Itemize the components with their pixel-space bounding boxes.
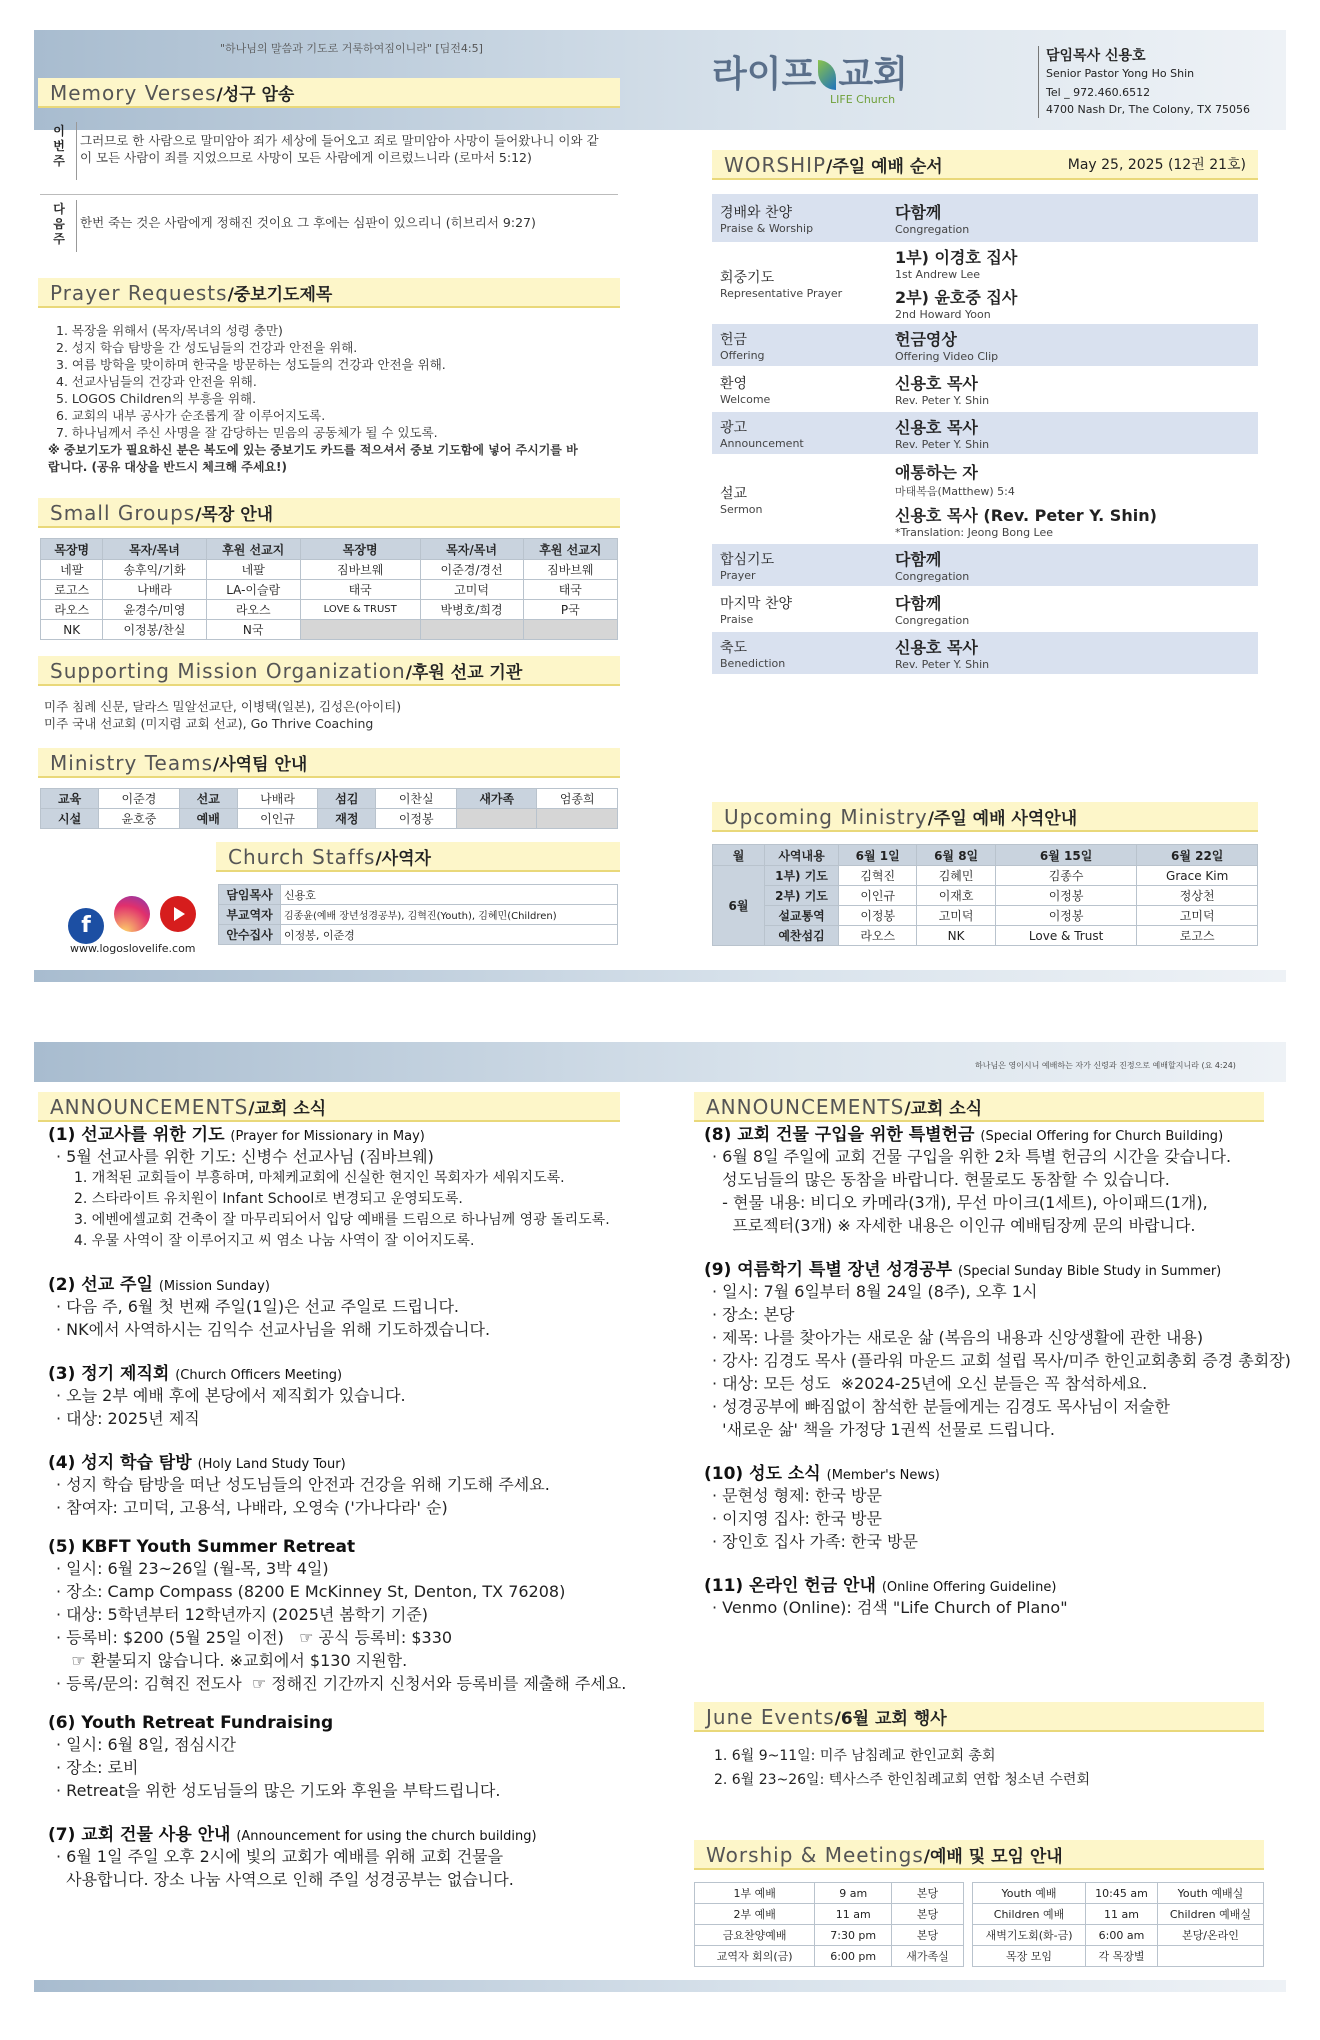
announcement-line: · 일시: 6월 8일, 점심시간 <box>56 1735 236 1754</box>
next-week-label: 다음주 <box>53 202 65 246</box>
mission-line-2: 미주 국내 선교회 (미지렴 교회 선교), Go Thrive Coaching <box>44 716 374 731</box>
announcement-line: · 6월 8일 주일에 교회 건물 구입을 위한 2차 특별 헌금의 시간을 갖습니다. <box>712 1147 1232 1166</box>
prayer-note: ※ 중보기도가 필요하신 분은 복도에 있는 중보기도 카드를 적으셔서 중보 기도함에 넣어 주시기를 바랍니다. (공유 대상을 반드시 체크해 주세요!) <box>48 443 578 474</box>
worship-item <box>720 202 895 235</box>
announcement-line: · 장소: 본당 <box>712 1305 795 1324</box>
pastor-en: Senior Pastor Yong Ho Shin <box>1046 67 1195 80</box>
announcement-title-ko: (9) 여름학기 특별 장년 성경공부 <box>704 1260 959 1280</box>
announcement-line: · 대상: 2025년 제직 <box>56 1409 200 1428</box>
prayer-item: 3. 여름 방학을 맞이하며 한국을 방문하는 성도들의 건강과 안전을 위해. <box>56 357 446 372</box>
table-cell: 목장 모임 <box>973 1946 1086 1967</box>
worship-leader-en: Offering Video Clip <box>895 350 999 363</box>
facebook-icon[interactable]: f <box>68 908 104 944</box>
worship-item-en: Welcome <box>720 392 771 406</box>
table-row <box>695 1925 964 1946</box>
table-row <box>973 1883 1264 1904</box>
table-cell: 본당/온라인 <box>1157 1925 1263 1946</box>
page1-bottom-band <box>34 970 1286 982</box>
table-cell: 6:00 am <box>1086 1925 1158 1946</box>
this-week-label: 이번주 <box>53 124 65 168</box>
worship-leader-en: 1st Andrew Lee <box>895 268 981 281</box>
announcement-title-en: (Online Offering Guideline) <box>881 1580 1057 1595</box>
worship-item-en: Representative Prayer <box>720 286 843 300</box>
worship-leader <box>895 547 969 583</box>
worship-leader-en: Congregation <box>895 570 970 583</box>
ann-left-header: ANNOUNCEMENTS/교회 소식 <box>38 1092 620 1122</box>
table-row: 담임목사 신용호 <box>219 885 618 905</box>
worship-item-ko: 헌금 <box>720 331 748 348</box>
table-cell <box>1157 1946 1263 1967</box>
announcement-line: · 대상: 5학년부터 12학년까지 (2025년 봄학기 기준) <box>56 1605 429 1624</box>
table-cell: 본당 <box>892 1904 964 1925</box>
leaf-icon <box>818 60 836 90</box>
table-cell: 10:45 am <box>1086 1883 1158 1904</box>
announcement-title-ko: (8) 교회 건물 구입을 위한 특별헌금 <box>704 1125 981 1145</box>
table-cell: Youth 예배실 <box>1157 1883 1263 1904</box>
worship-leader-en-2: 2nd Howard Yoon <box>895 308 991 321</box>
table-cell: Children 예배실 <box>1157 1904 1263 1925</box>
announcement-title-ko: (7) 교회 건물 사용 안내 <box>48 1825 237 1845</box>
worship-item-ko: 합심기도 <box>720 551 775 568</box>
instagram-icon[interactable] <box>114 896 150 932</box>
worship-row <box>712 324 1258 368</box>
table-row: 부교역자 김종윤(예배 장년성경공부), 김혁진(Youth), 김혜민(Children) <box>219 905 618 925</box>
table-row <box>973 1904 1264 1925</box>
announcement-line: · 장소: 로비 <box>56 1758 139 1777</box>
announcement-line: · 제목: 나를 찾아가는 새로운 삶 (복음의 내용과 신앙생활에 관한 내용) <box>712 1328 1204 1347</box>
announcement-title <box>48 1448 628 1473</box>
worship-leader-en: Congregation <box>895 614 970 627</box>
announcement-title-ko: (5) KBFT Youth Summer Retreat <box>48 1537 356 1557</box>
announcement-title <box>48 1120 628 1145</box>
worship-leader-en: Congregation <box>895 223 970 236</box>
header-verse: "하나님의 말씀과 기도로 거룩하여짐이니라" [딤전4:5] <box>220 42 483 55</box>
worship-leader-name-2: 2부) 윤호중 집사 <box>895 288 1018 307</box>
announcement-line: · 장소: Camp Compass (8200 E McKinney St, Denton, TX 76208) <box>56 1582 566 1601</box>
announcement-line: · 등록/문의: 김혁진 전도사 ☞ 정해진 기간까지 신청서와 등록비를 제출해 주세요. <box>56 1674 627 1693</box>
announcement-title-ko: (2) 선교 주일 <box>48 1275 159 1295</box>
groups-header: Small Groups/목장 안내 <box>38 498 620 528</box>
worship-item-en: Praise & Worship <box>720 221 814 235</box>
announcement-subline: 2. 스타라이트 유치원이 Infant School로 변경되고 운영되도록. <box>74 1191 463 1207</box>
announcement-line: - 현물 내용: 비디오 카메라(3개), 무선 마이크(1세트), 아이패드(1개), <box>712 1193 1208 1212</box>
logo-en: LIFE Church <box>830 93 896 106</box>
church-logo <box>712 46 908 106</box>
staff-table <box>218 884 618 945</box>
worship-item-ko: 환영 <box>720 375 748 392</box>
table-cell: 각 목장별 <box>1086 1946 1158 1967</box>
prayer-list <box>56 322 616 441</box>
worship-leader-en: Rev. Peter Y. Shin <box>895 658 990 671</box>
worship-item <box>720 417 895 450</box>
worship-order <box>712 194 1258 676</box>
youtube-icon[interactable] <box>160 896 196 932</box>
table-row: NK 이정봉/찬실 N국 <box>41 620 618 640</box>
table-cell: 본당 <box>892 1883 964 1904</box>
table-row <box>695 1904 964 1925</box>
worship-leader-en: 마태복음(Matthew) 5:4 <box>895 484 1015 498</box>
prayer-item: 5. LOGOS Children의 부흥을 위해. <box>56 391 257 406</box>
worship-item-en: Praise <box>720 612 754 626</box>
staff-header: Church Staffs/사역자 <box>216 842 620 872</box>
announcement-subline: 3. 에벤에셀교회 건축이 잘 마무리되어서 입당 예배를 드림으로 하나님께 영광 돌리도록. <box>74 1212 610 1228</box>
announcement-line: · 참여자: 고미덕, 고용석, 나배라, 오영숙 ('가나다라' 순) <box>56 1498 448 1517</box>
page2-bottom-band <box>34 1980 1286 1992</box>
announcement-title-ko: (6) Youth Retreat Fundraising <box>48 1713 334 1733</box>
worship-leader-name: 다함께 <box>895 203 942 222</box>
table-cell: 금요찬양예배 <box>695 1925 815 1946</box>
table-cell: 2부 예배 <box>695 1904 815 1925</box>
meetings-header: Worship & Meetings/예배 및 모임 안내 <box>694 1840 1264 1870</box>
table-row <box>695 1946 964 1967</box>
prayer-item: 1. 목장을 위해서 (목자/목녀의 성령 충만) <box>56 323 283 338</box>
announcements-right <box>704 1118 1291 1619</box>
worship-leader-name: 신용호 목사 <box>895 418 978 437</box>
worship-row <box>712 412 1258 456</box>
announcement-line: · 일시: 7월 6일부터 8월 24일 (8주), 오후 1시 <box>712 1282 1038 1301</box>
worship-row <box>712 456 1258 544</box>
upcoming-header: Upcoming Ministry/주일 예배 사역안내 <box>712 802 1258 832</box>
announcement-line: · 강사: 김경도 목사 (플라워 마운드 교회 설립 목사/미주 한인교회총회 증경 총회장) <box>712 1351 1291 1370</box>
worship-leader-name: 신용호 목사 <box>895 374 978 393</box>
announcement-title-ko: (1) 선교사를 위한 기도 <box>48 1125 231 1145</box>
announcement-title-en: (Member's News) <box>826 1468 940 1483</box>
pastor-ko: 담임목사 신용호 <box>1046 48 1146 64</box>
announcement-title-en: (Announcement for using the church building) <box>236 1829 537 1844</box>
worship-leader <box>895 327 998 363</box>
table-row: 안수집사 이정봉, 이준경 <box>219 925 618 945</box>
worship-item <box>720 483 895 516</box>
prayer-item: 2. 성지 학습 탐방을 간 성도님들의 건강과 안전을 위해. <box>56 340 358 355</box>
announcement-title <box>704 1459 1274 1484</box>
meetings-table-right <box>972 1882 1264 1967</box>
worship-item-ko: 회중기도 <box>720 269 775 286</box>
announcement-line: · 이지영 집사: 한국 방문 <box>712 1509 882 1528</box>
table-cell: 6:00 pm <box>815 1946 892 1967</box>
table-row <box>973 1946 1264 1967</box>
list-item: 2. 6월 23~26일: 텍사스주 한인침례교회 연합 청소년 수련회 <box>714 1772 1090 1788</box>
website-link[interactable]: www.logoslovelife.com <box>70 942 196 955</box>
this-week-verse: 그러므로 한 사람으로 말미암아 죄가 세상에 들어오고 죄로 말미암아 사망이 들어왔나니 이와 같이 모든 사람이 죄를 지었으므로 사망이 모든 사람에게 이르렀느니라 (로마서 5:12) <box>80 133 599 165</box>
worship-row <box>712 544 1258 588</box>
worship-row <box>712 368 1258 412</box>
table-row: 시설 윤호중 예배 이인규 재정 이정봉 <box>41 809 618 829</box>
worship-item <box>720 593 895 626</box>
announcement-title <box>48 1270 628 1295</box>
worship-leader-en: Rev. Peter Y. Shin <box>895 438 990 451</box>
worship-leader-name: 헌금영상 <box>895 330 957 349</box>
worship-row <box>712 194 1258 244</box>
announcement-line: 성도님들의 많은 동참을 바랍니다. 현물로도 동참할 수 있습니다. <box>712 1170 1170 1189</box>
announcement-title-en: (Special Offering for Church Building) <box>980 1129 1224 1144</box>
ministry-table <box>40 788 618 829</box>
worship-leader-en: Rev. Peter Y. Shin <box>895 394 990 407</box>
worship-item-en: Announcement <box>720 436 804 450</box>
table-cell: 9 am <box>815 1883 892 1904</box>
announcement-line: · 6월 1일 주일 오후 2시에 빛의 교회가 예배를 위해 교회 건물을 <box>56 1847 504 1866</box>
announcement-title <box>48 1713 628 1733</box>
announcement-line: 프로젝터(3개) ※ 자세한 내용은 이인규 예배팀장께 문의 바랍니다. <box>712 1216 1196 1235</box>
worship-item-ko: 축도 <box>720 639 748 656</box>
worship-item <box>720 637 895 670</box>
table-row: 6월 1부) 기도 김혁진 김혜민 김종수 Grace Kim <box>713 866 1258 886</box>
announcement-line: · 다음 주, 6월 첫 번째 주일(1일)은 선교 주일로 드립니다. <box>56 1297 459 1316</box>
worship-item-en: Benediction <box>720 656 786 670</box>
meetings-table-left <box>694 1882 964 1967</box>
memory-header: Memory Verses/성구 암송 <box>38 78 620 108</box>
worship-row <box>712 632 1258 676</box>
pastor-info <box>1046 48 1250 118</box>
page2-verse: 하나님은 영이시니 예배하는 자가 신령과 진정으로 예배할지니라 (요 4:24) <box>975 1061 1236 1070</box>
list-item: 1. 6월 9~11일: 미주 남침례교 한인교회 총회 <box>714 1748 996 1764</box>
announcement-line: · 등록비: $200 (5월 25일 이전) ☞ 공식 등록비: $330 <box>56 1628 453 1647</box>
table-cell: 새벽기도회(화-금) <box>973 1925 1086 1946</box>
worship-item <box>720 373 895 406</box>
pastor-tel: Tel _ 972.460.6512 <box>1046 86 1151 99</box>
table-row: 로고스 나배라 LA-이슬람 태국 고미덕 태국 <box>41 580 618 600</box>
ann-right-header: ANNOUNCEMENTS/교회 소식 <box>694 1092 1264 1122</box>
june-header: June Events/6월 교회 행사 <box>694 1702 1264 1732</box>
prayer-item: 7. 하나님께서 주신 사명을 잘 감당하는 믿음의 공동체가 될 수 있도록. <box>56 425 438 440</box>
announcement-title <box>48 1537 628 1557</box>
logo-text-1: 라이프 <box>712 54 817 95</box>
announcement-title-ko: (11) 온라인 헌금 안내 <box>704 1576 882 1596</box>
announcement-line: · NK에서 사역하시는 김익수 선교사님을 위해 기도하겠습니다. <box>56 1320 491 1339</box>
worship-item-ko: 광고 <box>720 419 748 436</box>
table-row: 네팔 송후익/기화 네팔 짐바브웨 이준경/경선 짐바브웨 <box>41 560 618 580</box>
table-cell: 7:30 pm <box>815 1925 892 1946</box>
table-cell: Children 예배 <box>973 1904 1086 1925</box>
announcement-line: · 장인호 집사 가족: 한국 방문 <box>712 1532 918 1551</box>
table-cell: 11 am <box>815 1904 892 1925</box>
announcement-line: ☞ 환불되지 않습니다. ※교회에서 $130 지원함. <box>56 1651 408 1670</box>
worship-item-en: Sermon <box>720 502 763 516</box>
announcements-left <box>48 1118 628 1891</box>
announcement-subline: 4. 우물 사역이 잘 이루어지고 씨 염소 나눔 사역이 잘 이어지도록. <box>74 1233 475 1249</box>
groups-table: 목장명 목자/목녀 후원 선교지 목장명 목자/목녀 후원 선교지 네팔 송후익/기화 네팔 짐바브웨 이준경/경선 짐바브웨 로고스 나배라 LA-이슬람 태국 고미덕 태국 라오스 윤경수/미영 라오스 LOVE & TRUST 박병호/희경 P국 NK 이정봉/찬실 N국 <box>40 538 618 640</box>
announcement-line: · 성지 학습 탐방을 떠난 성도님들의 안전과 건강을 위해 기도해 주세요. <box>56 1475 550 1494</box>
table-cell: 교역자 회의(금) <box>695 1946 815 1967</box>
table-cell: 11 am <box>1086 1904 1158 1925</box>
announcement-line: · 성경공부에 빠짐없이 참석한 분들에게는 김경도 목사님이 저술한 <box>712 1397 1171 1416</box>
table-row: 예찬섬김 라오스 NK Love & Trust 로고스 <box>713 926 1258 946</box>
church-address: 4700 Nash Dr, The Colony, TX 75056 <box>1046 103 1251 116</box>
announcement-title <box>704 1571 1274 1596</box>
announcement-title-en: (Holy Land Study Tour) <box>197 1457 346 1472</box>
worship-leader <box>895 460 1157 539</box>
table-row: 교육 이준경 선교 나배라 섬김 이찬실 새가족 엄종희 <box>41 789 618 809</box>
worship-item-en: Offering <box>720 348 765 362</box>
announcement-title-en: (Church Officers Meeting) <box>175 1368 343 1383</box>
worship-date: May 25, 2025 (12권 21호) <box>1067 157 1246 173</box>
announcement-title-en: (Special Sunday Bible Study in Summer) <box>958 1264 1222 1279</box>
worship-leader <box>895 591 969 627</box>
announcement-line: · Venmo (Online): 검색 "Life Church of Plano" <box>712 1598 1068 1617</box>
worship-leader <box>895 245 1017 321</box>
worship-leader-name: 신용호 목사 <box>895 638 978 657</box>
mission-line-1: 미주 침례 신문, 달라스 밀알선교단, 이병택(일본), 김성은(아이티) <box>44 699 402 714</box>
table-cell: Youth 예배 <box>973 1883 1086 1904</box>
worship-row <box>712 244 1258 324</box>
prayer-header: Prayer Requests/중보기도제목 <box>38 278 620 308</box>
june-events <box>714 1744 1090 1792</box>
worship-item-en: Prayer <box>720 568 756 582</box>
prayer-item: 6. 교회의 내부 공사가 순조롭게 잘 이루어지도록. <box>56 408 326 423</box>
table-cell: 본당 <box>892 1925 964 1946</box>
worship-leader-name: 다함께 <box>895 550 942 569</box>
worship-item <box>720 329 895 362</box>
announcement-subline: 1. 개척된 교회들이 부흥하며, 마체케교회에 신실한 현지인 목회자가 세워지도록. <box>74 1170 565 1186</box>
worship-item <box>720 267 895 300</box>
announcement-title-ko: (3) 정기 제직회 <box>48 1364 176 1384</box>
worship-item-ko: 설교 <box>720 485 748 502</box>
table-cell: 1부 예배 <box>695 1883 815 1904</box>
worship-leader-name-2: 신용호 목사 (Rev. Peter Y. Shin) <box>895 505 1157 525</box>
table-row: 라오스 윤경수/미영 라오스 LOVE & TRUST 박병호/희경 P국 <box>41 600 618 620</box>
worship-item-ko: 마지막 찬양 <box>720 595 793 612</box>
announcement-title-en: (Prayer for Missionary in May) <box>230 1129 425 1144</box>
social-icons <box>68 896 206 944</box>
worship-leader <box>895 371 989 407</box>
announcement-line: · 오늘 2부 예배 후에 본당에서 제직회가 있습니다. <box>56 1386 406 1405</box>
announcement-title <box>48 1359 628 1384</box>
announcement-line: · 대상: 모든 성도 ※2024-25년에 오신 분들은 꼭 참석하세요. <box>712 1374 1148 1393</box>
worship-leader <box>895 635 989 671</box>
worship-row <box>712 588 1258 632</box>
announcement-line: · Retreat을 위한 성도님들의 많은 기도와 후원을 부탁드립니다. <box>56 1781 501 1800</box>
table-cell: 새가족실 <box>892 1946 964 1967</box>
table-row: 설교통역 이정봉 고미덕 이정봉 고미덕 <box>713 906 1258 926</box>
worship-item <box>720 549 895 582</box>
prayer-item: 4. 선교사님들의 건강과 안전을 위해. <box>56 374 257 389</box>
next-week-verse: 한번 죽는 것은 사람에게 정해진 것이요 그 후에는 심판이 있으리니 (히브리서 9:27) <box>80 215 536 230</box>
announcement-line: · 5월 선교사를 위한 기도: 신병수 선교사님 (짐바브웨) <box>56 1147 434 1166</box>
table-row <box>973 1925 1264 1946</box>
announcement-title <box>48 1820 628 1845</box>
announcement-title <box>704 1120 1274 1145</box>
mission-header: Supporting Mission Organization/후원 선교 기관 <box>38 656 620 686</box>
worship-leader-name: 1부) 이경호 집사 <box>895 248 1018 267</box>
upcoming-table: 월 사역내용 6월 1일 6월 8일 6월 15일 6월 22일 6월 1부) 기도 김혁진 김혜민 김종수 Grace Kim 2부) 기도 이인규 이재호 이정봉 정상천 설교통역 이정봉 고미덕 이정봉 고미덕 예찬섬김 라오스 NK Love & Trust 로고스 <box>712 844 1258 946</box>
ministry-header: Ministry Teams/사역팀 안내 <box>38 748 620 778</box>
worship-leader <box>895 200 969 236</box>
announcement-title-en: (Mission Sunday) <box>158 1279 270 1294</box>
logo-text-2: 교회 <box>838 54 908 95</box>
worship-leader-name: 다함께 <box>895 594 942 613</box>
table-row: 2부) 기도 이인규 이재호 이정봉 정상천 <box>713 886 1258 906</box>
worship-leader-name: 애통하는 자 <box>895 462 978 482</box>
announcement-line: · 문현성 형제: 한국 방문 <box>712 1486 882 1505</box>
announcement-line: '새로운 삶' 책을 가정당 1권씩 선물로 드립니다. <box>712 1420 1055 1439</box>
announcement-title-ko: (10) 성도 소식 <box>704 1464 827 1484</box>
worship-header: WORSHIP/주일 예배 순서 May 25, 2025 (12권 21호) <box>712 150 1258 180</box>
announcement-title <box>704 1255 1274 1280</box>
table-row <box>695 1883 964 1904</box>
worship-leader <box>895 415 989 451</box>
announcement-line: · 일시: 6월 23~26일 (월-목, 3박 4일) <box>56 1559 329 1578</box>
announcement-title-ko: (4) 성지 학습 탐방 <box>48 1453 198 1473</box>
worship-item-ko: 경배와 찬양 <box>720 204 793 221</box>
worship-leader-en-2: *Translation: Jeong Bong Lee <box>895 525 1054 539</box>
announcement-line: 사용합니다. 장소 나눔 사역으로 인해 주일 성경공부는 없습니다. <box>56 1870 514 1889</box>
